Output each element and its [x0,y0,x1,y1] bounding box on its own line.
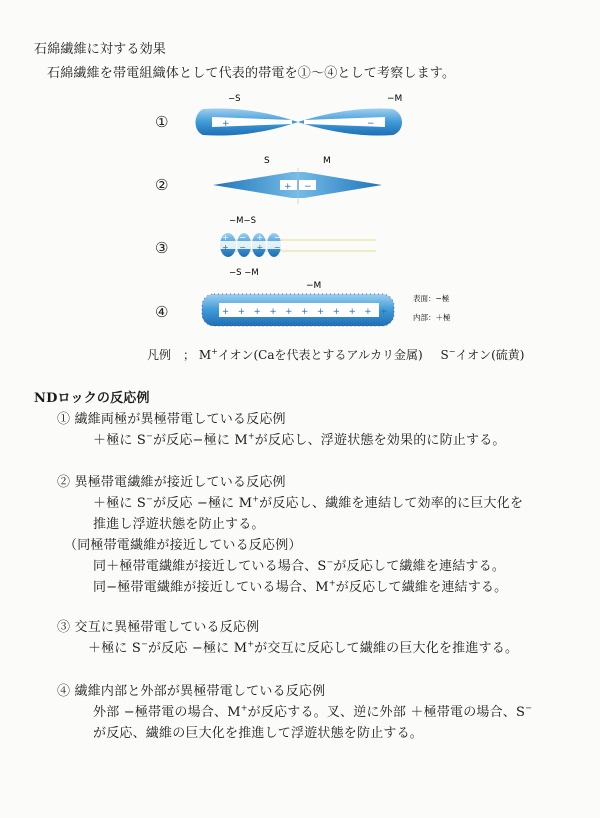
legend [147,346,525,363]
fiber-1-plus: + [222,119,230,129]
fiber-1-label-m: −M [387,94,403,104]
legend-s-ion: イオン(硫黄) [455,348,525,362]
reaction-4-heading: ④ 繊維内部と外部が異極帯電している反応例 [57,684,326,699]
fiber-2-plus: + [284,182,292,192]
fiber-2-shape [213,172,382,198]
fiber-2-label-m: M [323,156,331,166]
diagram-number-4: ④ [155,303,169,321]
section-title: 石綿繊維に対する効果 [34,42,167,57]
reaction-3-line1: ＋極に S−が反応 −極に M+が交互に反応して繊維の巨大化を推進する。 [88,639,519,656]
fiber-4-plus-row: + + + + + + + + + + + [222,307,391,317]
fiber-2-minus: − [304,182,312,192]
reaction-2-line4: 同−極帯電繊維が接近している場合、M+が反応して繊維を連結する。 [93,578,508,595]
diagram-number-2: ② [155,176,169,194]
fiber-4-inner-note: 内部：＋極 [413,313,451,322]
reaction-4-line2: が反応、繊維の巨大化を推進して浮遊状態を防止する。 [93,726,424,741]
fiber-3-row2: + − + − [222,243,285,252]
fiber-4-surface-note: 表面：−極 [413,294,450,303]
fiber-3-label-top: −M−S [229,216,256,226]
legend-m-sup: + [211,347,218,356]
diagram-number-1: ① [155,113,169,131]
fiber-3-row1: + − + − [222,233,285,242]
legend-m-ion: イオン(Caを代表とするアルカリ金属) [217,348,423,362]
fiber-1-label-s: −S [228,94,241,104]
fiber-3-label-bottom: −S −M [229,268,259,278]
reaction-2-line1: ＋極に S−が反応 −極に M+が反応し、繊維を連結して効率的に巨大化を [93,494,524,511]
reaction-1-heading: ① 繊維両極が異極帯電している反応例 [57,412,286,427]
reaction-section-title: NDロックの反応例 [34,391,150,406]
legend-prefix: 凡例 ； [147,348,196,362]
fiber-1-minus: − [367,119,375,129]
reaction-3-heading: ③ 交互に異極帯電している反応例 [57,620,260,635]
reaction-4-line1: 外部 −極帯電の場合、M+が反応する。叉、逆に外部 ＋極帯電の場合、S− [93,703,533,720]
reaction-2-subheading: （同極帯電繊維が接近している反応例） [64,538,302,553]
reaction-2-line3: 同＋極帯電繊維が接近している場合、S−が反応して繊維を連結する。 [93,557,506,574]
fiber-charge-diagram [0,0,600,345]
legend-s: S [440,348,449,362]
reaction-1-line1: ＋極に S−が反応−極に M+が反応し、浮遊状態を効果的に防止する。 [93,431,506,448]
reaction-2-line2: 推進し浮遊状態を防止する。 [93,517,265,532]
fiber-2-label-s: S [264,156,270,166]
legend-s-sup: − [448,347,456,356]
reaction-2-heading: ② 異極帯電繊維が接近している反応例 [57,475,286,490]
legend-m: M [198,348,212,362]
intro-text: 石綿繊維を帯電組織体として代表的帯電を①～④として考察します。 [47,66,456,81]
diagram-number-3: ③ [155,239,169,257]
fiber-4-label-m: −M [306,281,322,291]
